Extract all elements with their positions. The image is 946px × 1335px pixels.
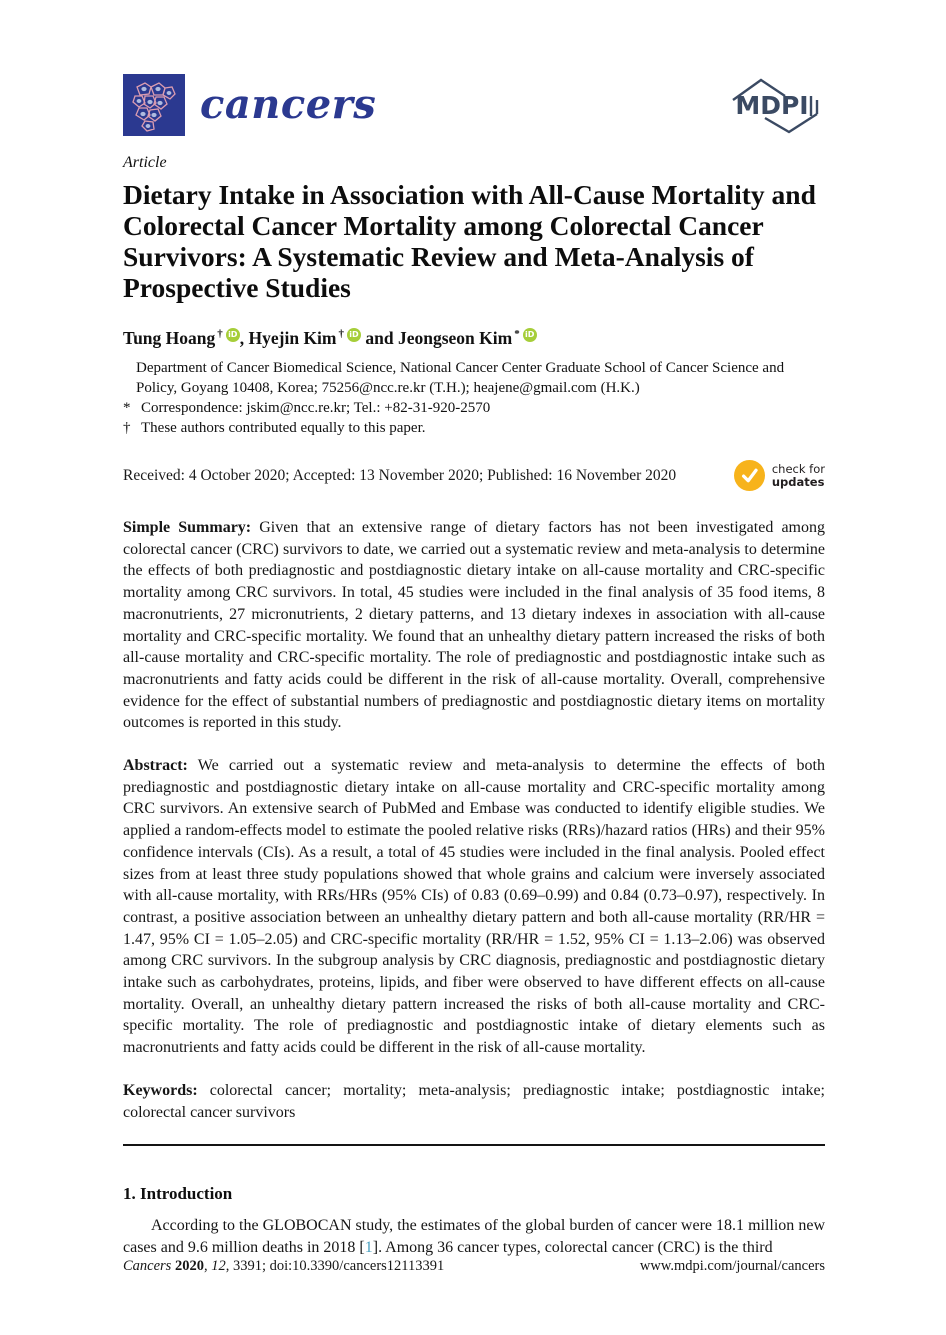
check-badge-text	[772, 463, 825, 489]
page-footer	[123, 1258, 825, 1275]
correspondence-line	[123, 398, 825, 418]
footer-journal-url[interactable]: www.mdpi.com/journal/cancers	[639, 1258, 825, 1274]
abstract-text: We carried out a systematic review and meta-analysis to determine the effects of both prediagnostic and postdiagnostic dietary intake on all-cause mortality and CRC-specific mortality among CRC survivors. An extensive search of PubMed and Embase was conducted to identify eligible studies. We applied a random-effects model to estimate the pooled relative risks (RRs)/hazard ratios (HRs) and their 95% confidence intervals (CIs). As a result, a total of 45 studies were included in the final analysis. Pooled effect sizes from at least three study populations showed that whole grains and calcium were inversely associated with all-cause mortality, with RRs/HRs (95% CIs) of 0.83 (0.69–0.99) and 0.84 (0.73–0.97), respectively. In contrast, a positive association between an unhealthy dietary pattern and both all-cause mortality (RR/HR = 1.47, 95% CI = 1.05–2.05) and CRC-specific mortality (RR/HR = 1.52, 95% CI = 1.13–2.06) was observed among CRC survivors. In the subgroup analysis by CRC diagnosis, prediagnostic and postdiagnostic dietary intake such as carbohydrates, proteins, lipids, and fiber were observed to have different effects on all-cause mortality. Overall, an unhealthy dietary pattern increased the risks of both all-cause mortality and CRC-specific mortality. The role of prediagnostic and postdiagnostic intake of dietary elements such as macronutrients and fatty acids could be different in the risk of all-cause mortality.	[123, 757, 825, 1057]
simple-summary	[123, 517, 825, 734]
check-for-updates-badge[interactable]	[734, 460, 825, 491]
author-separator: and	[361, 328, 398, 348]
article-type-label: Article	[123, 154, 167, 171]
badge-line-2: updates	[771, 474, 825, 489]
equal-contribution-marker: †	[123, 420, 131, 436]
abstract	[123, 755, 825, 1059]
author[interactable]	[249, 328, 361, 348]
simple-summary-text: Given that an extensive range of dietary factors has not been investigated among colorectal cancer (CRC) survivors to date, we carried out a systematic review and meta-analysis to determine the effects of both prediagnostic and postdiagnostic dietary intake on all-cause mortality and CRC-specific mortality among CRC survivors. In total, 45 studies were included in the final analysis of 35 food items, 8 macronutrients, 27 micronutrients, 2 dietary patterns, and 13 dietary indexes in association with all-cause mortality and CRC-specific mortality. We found that an unhealthy dietary pattern increased the risks of both all-cause mortality and CRC-specific mortality. The role of prediagnostic and postdiagnostic intake such as macronutrients and fatty acids could be different in the risk of all-cause mortality. Overall, comprehensive evidence for the effect of substantial numbers of prediagnostic and postdiagnostic dietary items on mortality outcomes is reported in this study.	[123, 519, 826, 732]
keywords-label: Keywords:	[123, 1081, 198, 1099]
footer-year: 2020	[171, 1258, 204, 1274]
footer-journal-name: Cancers	[123, 1258, 172, 1274]
mdpi-wordmark: MDPI	[735, 91, 809, 120]
abstract-label: Abstract:	[123, 757, 188, 775]
equal-contribution-line	[123, 418, 825, 438]
orcid-icon[interactable]: iD	[347, 328, 361, 342]
author[interactable]	[398, 328, 537, 348]
author-name: Jeongseon Kim	[397, 328, 513, 348]
author-marker: *	[514, 328, 520, 341]
affiliation-block	[123, 358, 825, 438]
author-separator: ,	[239, 328, 249, 348]
divider-rule	[123, 1144, 825, 1146]
journal-logo[interactable]	[123, 74, 376, 136]
author-marker: †	[217, 328, 223, 341]
introduction-paragraph	[123, 1215, 825, 1258]
dates-line: Received: 4 October 2020; Accepted: 13 November 2020; Published: 16 November 2020	[123, 466, 677, 484]
introduction-text: ]. Among 36 cancer types, colorectal cancer (CRC) is the third	[372, 1238, 773, 1256]
footer-doi: , 3391; doi:10.3390/cancers12113391	[225, 1258, 445, 1274]
simple-summary-label: Simple Summary:	[123, 519, 252, 536]
author-marker: †	[338, 328, 344, 341]
affiliation-department: Department of Cancer Biomedical Science, National Cancer Center Graduate School of Cancer Science and Policy, Goyang 10408, Korea; 75256@ncc.re.kr (T.H.); heajene@gmail.com (H.K.)	[136, 360, 785, 396]
introduction-text: According to the GLOBOCAN study, the estimates of the global burden of cancer were 18.1 million new cases and 9.6 million deaths in 2018 [	[123, 1217, 825, 1256]
orcid-icon[interactable]: iD	[523, 328, 537, 342]
journal-name: cancers	[200, 81, 377, 128]
section-heading-introduction: 1. Introduction	[123, 1184, 233, 1204]
author-name: Tung Hoang	[123, 328, 216, 348]
footer-citation: Cancers 2020, 12, 3391; doi:10.3390/cancers12113391	[123, 1258, 445, 1274]
orcid-icon[interactable]: iD	[226, 328, 240, 342]
keywords-text: colorectal cancer; mortality; meta-analysis; prediagnostic intake; postdiagnostic intake; colorectal cancer survivors	[123, 1081, 825, 1121]
author[interactable]	[123, 328, 240, 348]
masthead	[123, 0, 825, 138]
badge-line-1: check for	[771, 461, 825, 476]
keywords	[123, 1080, 825, 1123]
check-icon	[734, 460, 765, 491]
cancers-cells-icon	[123, 74, 185, 136]
correspondence-text[interactable]: Correspondence: jskim@ncc.re.kr; Tel.: +82-31-920-2570	[141, 400, 491, 416]
dates-row	[123, 460, 825, 491]
correspondence-marker: *	[123, 400, 131, 416]
authors-line	[123, 328, 825, 349]
equal-contribution-text: These authors contributed equally to this paper.	[141, 420, 426, 436]
citation-link[interactable]: 1	[364, 1238, 373, 1256]
author-name: Hyejin Kim	[248, 328, 337, 348]
article-title: Dietary Intake in Association with All-Cause Mortality and Colorectal Cancer Mortality among Colorectal Cancer Survivors: A Systematic Review and Meta-Analysis of Prospective Studies	[123, 179, 816, 303]
mdpi-logo[interactable]	[725, 74, 825, 138]
footer-volume: 12	[211, 1258, 226, 1274]
